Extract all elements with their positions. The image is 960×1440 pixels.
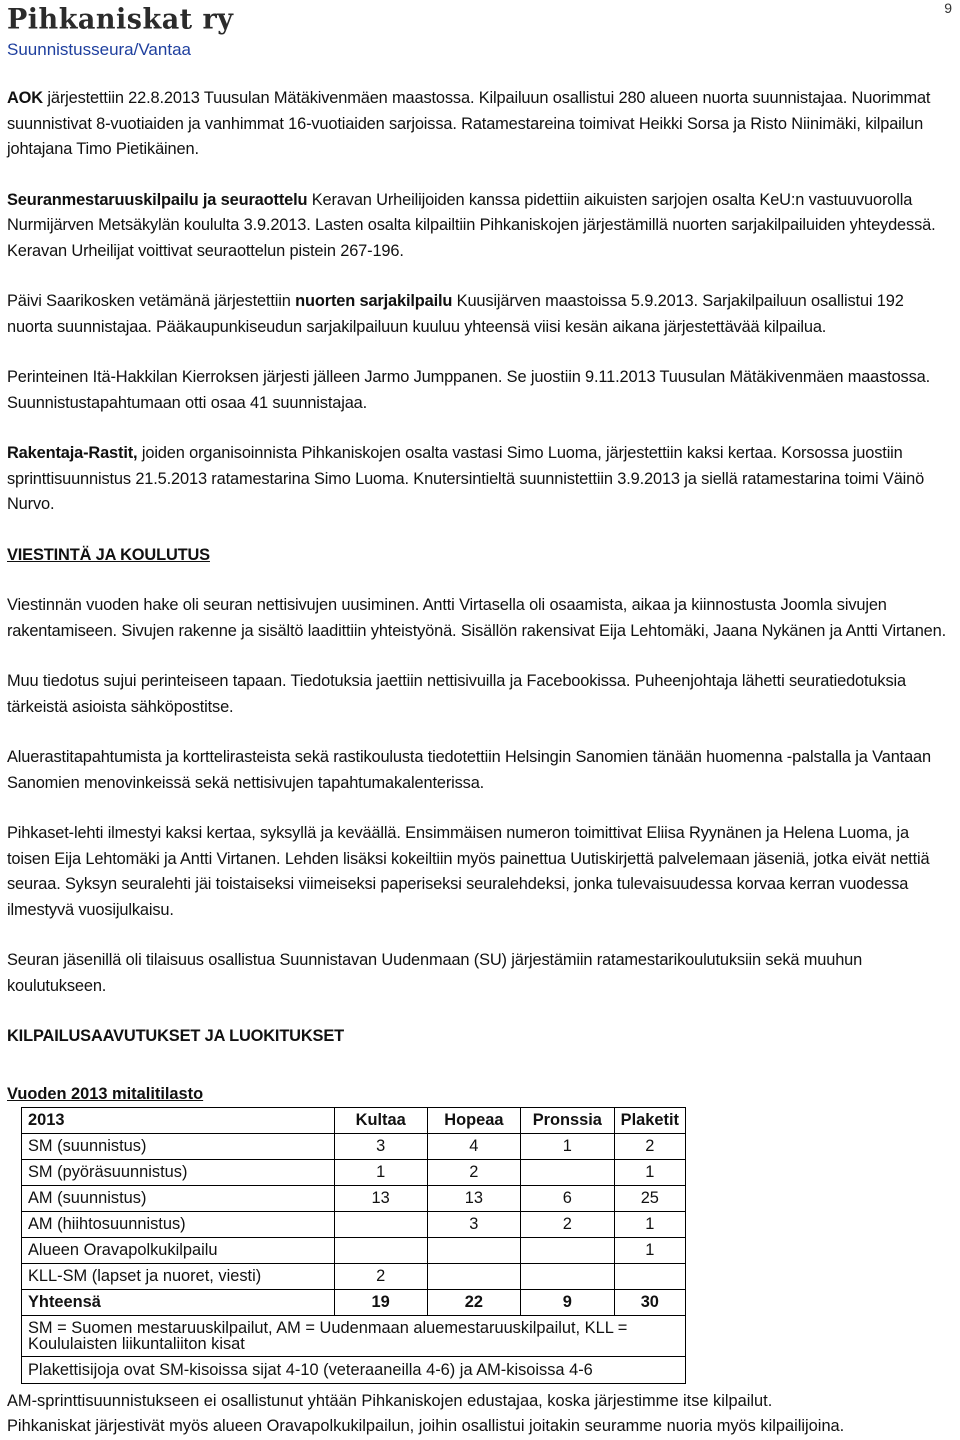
paragraph-koulutus: Seuran jäsenillä oli tilaisuus osallistua Suunnistavan Uudenmaan (SU) järjestämiin ratamestarikoulutuksiin sekä muuhun koulutukseen. xyxy=(7,951,863,995)
cell-gold xyxy=(334,1212,427,1238)
cell-silver: 2 xyxy=(427,1160,520,1186)
total-plaques: 30 xyxy=(614,1290,685,1316)
cell-bronze xyxy=(521,1160,615,1186)
table-note-row xyxy=(22,1316,686,1357)
paragraph-sarjakilpailu-bold: nuorten sarjakilpailu xyxy=(295,292,453,310)
paragraph-sarjakilpailu-b: Kuusijärven maastoissa 5.9.2013. Sarjakilpailuun osallistui 192 nuorta suunnistajaa. Pääkaupunkiseudun sarjakilpailuun kuuluu yhteensä viisi kesän aikana järjestettävää kilpailua. xyxy=(7,292,904,336)
cell-gold: 13 xyxy=(334,1186,427,1212)
row-label: SM (pyöräsuunnistus) xyxy=(22,1160,335,1186)
medal-table xyxy=(21,1107,686,1384)
club-subtitle: Suunnistusseura/Vantaa xyxy=(7,40,191,59)
section-heading-viestinta: VIESTINTÄ JA KOULUTUS xyxy=(7,545,210,564)
table-row xyxy=(22,1238,686,1264)
paragraph-aok-lead: AOK xyxy=(7,89,43,107)
table-row xyxy=(22,1264,686,1290)
row-label: SM (suunnistus) xyxy=(22,1134,335,1160)
cell-plaques: 25 xyxy=(614,1186,685,1212)
paragraph-pihkaset-lehti: Pihkaset-lehti ilmestyi kaksi kertaa, syksyllä ja keväällä. Ensimmäisen numeron toimittivat Eliisa Ryynänen ja Helena Luoma, ja toisen Eija Lehtomäki ja Antti Virtanen. Lehden lisäksi kokeiltiin myös painettua Uutiskirjettä palvelemaan jäseniä, jotka eivät nettiä seuraa. Syksyn seuralehti jäi toistaiseksi viimeiseksi paperiseksi seuralehdeksi, jonka tulevaisuudessa korvaa kerran vuodessa ilmestyvä vuosijulkaisu. xyxy=(7,824,930,919)
table-note-abbreviations: SM = Suomen mestaruuskilpailut, AM = Uudenmaan aluemestaruuskilpailut, KLL = Koululaisten liikuntaliiton kisat xyxy=(22,1316,686,1357)
footer-line-oravapolku: Pihkaniskat järjestivät myös alueen Oravapolkukilpailun, joihin osallistui joitakin seuramme nuoria myös kilpailijoina. xyxy=(7,1417,845,1435)
paragraph-seuraottelu-lead: Seuranmestaruuskilpailu ja seuraottelu xyxy=(7,190,308,209)
paragraph-tiedotus: Muu tiedotus sujui perinteiseen tapaan. Tiedotuksia jaettiin nettisivuilla ja Facebookissa. Puheenjohtaja lähetti seuratiedotuksia tärkeistä asioista sähköpostitse. xyxy=(7,672,906,716)
table-row xyxy=(22,1186,686,1212)
table-note-plaques: Plakettisijoja ovat SM-kisoissa sijat 4-10 (veteraaneilla 4-6) ja AM-kisoissa 4-6 xyxy=(22,1357,686,1384)
cell-silver xyxy=(427,1238,520,1264)
paragraph-nettisivut: Viestinnän vuoden hake oli seuran nettisivujen uusiminen. Antti Virtasella oli osaamista, aikaa ja kiinnostusta Joomla sivujen rakentamiseen. Sivujen rakenne ja sisältö laadittiin yhteistyönä. Sisällön rakensivat Eija Lehtomäki, Jaana Nykänen ja Antti Virtanen. xyxy=(7,596,946,640)
cell-silver: 4 xyxy=(427,1134,520,1160)
header-gold: Kultaa xyxy=(334,1108,427,1134)
table-total-row xyxy=(22,1290,686,1316)
paragraph-rakentaja-lead: Rakentaja-Rastit, xyxy=(7,444,138,462)
total-silver: 22 xyxy=(427,1290,520,1316)
page-number: 9 xyxy=(944,0,952,16)
paragraph-seuraottelu-text: Keravan Urheilijoiden kanssa pidettiin aikuisten sarjojen osalta KeU:n vastuuvuorolla Nurmijärven Metsäkylän koululta 3.9.2013. Lasten osalta kilpailtiin Pihkaniskojen järjestämillä nuorten sarjakilpailuiden yhteydessä. Keravan Urheilijat voittivat seuraottelun pistein 267-196. xyxy=(7,190,936,260)
total-gold: 19 xyxy=(334,1290,427,1316)
cell-plaques: 1 xyxy=(614,1238,685,1264)
table-header-row xyxy=(22,1108,686,1134)
medal-table-title: Vuoden 2013 mitalitilasto xyxy=(7,1085,204,1103)
row-label: Alueen Oravapolkukilpailu xyxy=(22,1238,335,1264)
header-year: 2013 xyxy=(22,1108,335,1134)
section-heading-kilpailusaavutukset: KILPAILUSAAVUTUKSET JA LUOKITUKSET xyxy=(7,1027,344,1045)
document-body xyxy=(7,86,953,1050)
cell-plaques xyxy=(614,1264,685,1290)
row-label: KLL-SM (lapset ja nuoret, viesti) xyxy=(22,1264,335,1290)
total-bronze: 9 xyxy=(521,1290,615,1316)
header-bronze: Pronssia xyxy=(521,1108,615,1134)
table-note-row xyxy=(22,1357,686,1384)
paragraph-sarjakilpailu xyxy=(7,289,953,340)
paragraph-aluerastit: Aluerastitapahtumista ja korttelirasteista sekä rastikoulusta tiedotettiin Helsingin Sanomien tänään huomenna -palstalla ja Vantaan Sanomien menovinkeissä sekä nettisivujen tapahtumakalenterissa. xyxy=(7,748,931,792)
cell-plaques: 1 xyxy=(614,1212,685,1238)
cell-bronze: 1 xyxy=(521,1134,615,1160)
paragraph-aok-text: järjestettiin 22.8.2013 Tuusulan Mätäkivenmäen maastossa. Kilpailuun osallistui 280 alueen nuorta suunnistajaa. Nuorimmat suunnistivat 8-vuotiaiden ja vanhimmat 16-vuotiaiden sarjoissa. Ratamestareina toimivat Heikki Sorsa ja Risto Niinimäki, kilpailun johtajana Timo Pietikäinen. xyxy=(7,89,931,158)
page-header xyxy=(7,4,233,60)
cell-plaques: 2 xyxy=(614,1134,685,1160)
cell-bronze: 6 xyxy=(521,1186,615,1212)
cell-silver: 13 xyxy=(427,1186,520,1212)
header-plaques: Plaketit xyxy=(614,1108,685,1134)
cell-gold: 1 xyxy=(334,1160,427,1186)
footer-line-sprint: AM-sprinttisuunnistukseen ei osallistunut yhtään Pihkaniskojen edustajaa, koska järjestimme itse kilpailut. xyxy=(7,1392,773,1410)
club-logo-text: Pihkaniskat ry xyxy=(7,3,234,36)
table-row xyxy=(22,1160,686,1186)
cell-silver: 3 xyxy=(427,1212,520,1238)
cell-bronze xyxy=(521,1264,615,1290)
paragraph-seuraottelu xyxy=(7,188,953,265)
paragraph-rakentaja-rastit xyxy=(7,441,953,518)
cell-silver xyxy=(427,1264,520,1290)
header-silver: Hopeaa xyxy=(427,1108,520,1134)
paragraph-rakentaja-text: joiden organisoinnista Pihkaniskojen osalta vastasi Simo Luoma, järjestettiin kaksi kertaa. Korsossa juostiin sprinttisuunnistus 21.5.2013 ratamestarina Simo Luoma. Knutersintieltä suunnistettiin 3.9.2013 ja siellä ratamestarina toimi Väinö Nurvo. xyxy=(7,444,925,513)
cell-gold: 2 xyxy=(334,1264,427,1290)
table-row xyxy=(22,1212,686,1238)
cell-plaques: 1 xyxy=(614,1160,685,1186)
total-label: Yhteensä xyxy=(22,1290,335,1316)
row-label: AM (hiihtosuunnistus) xyxy=(22,1212,335,1238)
paragraph-aok xyxy=(7,86,953,163)
table-row xyxy=(22,1134,686,1160)
cell-bronze xyxy=(521,1238,615,1264)
row-label: AM (suunnistus) xyxy=(22,1186,335,1212)
paragraph-kierros: Perinteinen Itä-Hakkilan Kierroksen järjesti jälleen Jarmo Jumppanen. Se juostiin 9.11.2013 Tuusulan Mätäkivenmäen maastossa. Suunnistustapahtumaan otti osaa 41 suunnistajaa. xyxy=(7,368,931,412)
footer-text xyxy=(7,1389,844,1439)
paragraph-sarjakilpailu-a: Päivi Saarikosken vetämänä järjestettiin xyxy=(7,292,296,310)
cell-gold xyxy=(334,1238,427,1264)
cell-gold: 3 xyxy=(334,1134,427,1160)
cell-bronze: 2 xyxy=(521,1212,615,1238)
